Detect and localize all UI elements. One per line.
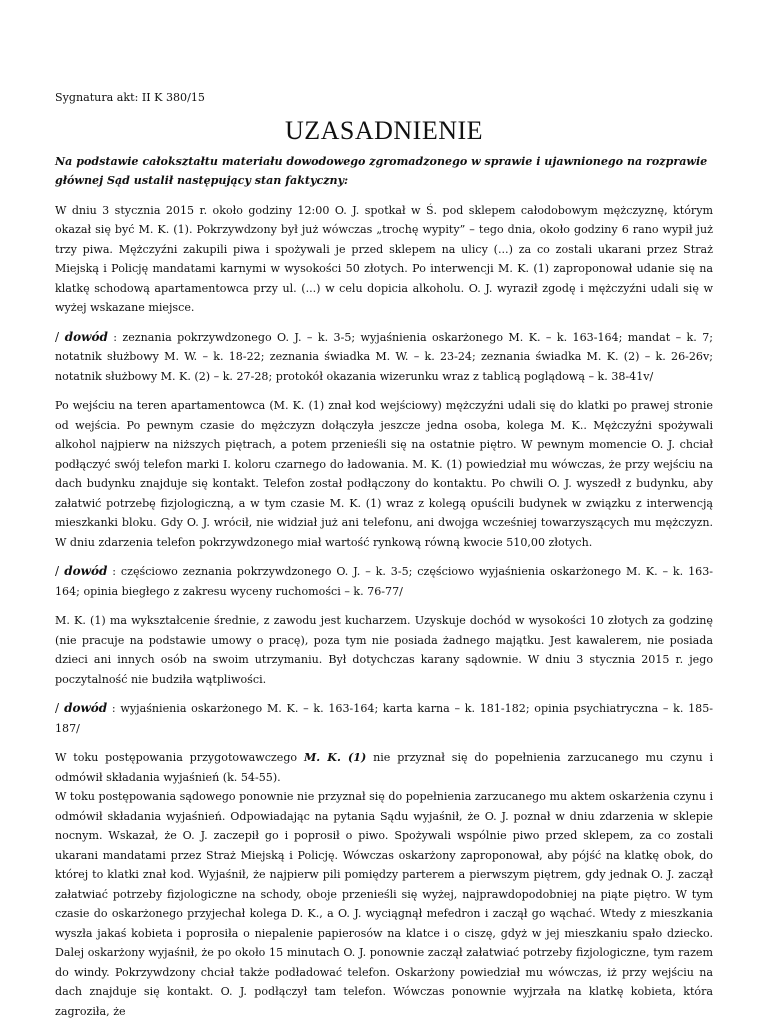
evidence-text: : częściowo zeznania pokrzywdzonego O. J. – k. 3-5; częściowo wyjaśnienia oskarżonego M. K. – k. 163-164; opinia biegłego z zakresu wyceny ruchomości – k. 76-77/ [55, 565, 714, 598]
evidence-label: dowód [64, 329, 108, 344]
evidence-label: dowód [64, 701, 108, 715]
evidence-lead: / [55, 564, 65, 578]
explanations-text-after: nie przyznał się do popełnienia zarzucanego mu czynu i odmówił składania wyjaśnień (k. 54-55). [55, 751, 713, 784]
explanations-text-before: W toku postępowania przygotowawczego [55, 751, 304, 764]
evidence-text: : wyjaśnienia oskarżonego M. K. – k. 163-164; karta karna – k. 181-182; opinia psychiatryczna – k. 185-187/ [55, 702, 713, 735]
facts-paragraph: W dniu 3 stycznia 2015 r. około godziny 12:00 O. J. spotkał w Ś. pod sklepem całodobowym mężczyznę, którym okazał się być M. K. (1). Pokrzywdzony był już wówczas „trochę wypity” – tego dnia, około godziny 6 rano wypił już trzy piwa. Mężczyźni zakupili piwa i spożywali je przed sklepem na ulicy (...) za co zostali ukarani przez Straż Miejską i Policję mandatami karnymi w wysokości 50 złotych. Po interwencji M. K. (1) zaproponował udanie się na klatkę schodową apartamentowca przy ul. (...) w celu dopicia alkoholu. O. J. wyraził zgodę i mężczyźni udali się w wyżej wskazane miejsce. [55, 203, 713, 314]
defendant-name: M. K. (1) [303, 751, 367, 764]
case-signature: Sygnatura akt: II K 380/15 [55, 91, 205, 104]
court-explanations-paragraph: W toku postępowania sądowego ponownie nie przyznał się do popełnienia zarzucanego mu aktem oskarżenia czynu i odmówił składania wyjaśnień. Odpowiadając na pytania Sądu wyjaśnił, że O. J. poznał w dniu zdarzenia w sklepie nocnym. Wskazał, że O. J. zaczepił go i poprosił o piwo. Spożywali wspólnie piwo przed sklepem, za co zostali ukarani mandatami przez Straż Miejską i Policję. Wówczas oskarżony zaproponował, aby pójść na klatkę obok, do której to klatki znał kod. Wyjaśnił, że najpierw pili pomiędzy parterem a pierwszym piętrem, gdy jednak O. J. zaczął załatwiać potrzeby fizjologiczne na schody, oboje przenieśli się wyżej, najprawdopodobniej na piąte piętro. W tym czasie do oskarżonego przyjechał kolega D. K., a O. J. wyciągnął mefedron i zaczął go wąchać. Wtedy z mieszkania wyszła jakaś kobieta i poprosiła o niepalenie papierosów na klatce i o ciszę, gdyż w jej mieszkaniu spało dziecko. Dalej oskarżony wyjaśnił, że po około 15 minutach O. J. ponownie zaczął załatwiać potrzeby fizjologiczne, tym razem do windy. Pokrzywdzony chciał także podładować telefon. Oskarżony powiedział mu wówczas, iż przy wejściu na dach znajduje się kontakt. O. J. podłączył tam telefon. Wówczas ponownie wyjrzała na klatkę kobieta, która zagroziła, że [55, 790, 713, 1018]
evidence-note [55, 699, 713, 738]
evidence-label: dowód [64, 564, 108, 578]
evidence-note [55, 328, 713, 387]
evidence-text: : zeznania pokrzywdzonego O. J. – k. 3-5; wyjaśnienia oskarżonego M. K. – k. 163-164; mandat – k. 7; notatnik służbowy M. W. – k. 18-22; zeznania świadka M. W. – k. 23-24; zeznania świadka M. K. (2) – k. 26-26v; notatnik służbowy M. K. (2) – k. 27-28; protokół okazania wizerunku wraz z tablicą poglądową – k. 38-41v/ [55, 330, 713, 383]
evidence-lead: / [55, 701, 65, 715]
facts-paragraph: Po wejściu na teren apartamentowca (M. K. (1) znał kod wejściowy) mężczyźni udali się do klatki po prawej stronie od wejścia. Po pewnym czasie do mężczyzn dołączyła jeszcze jedna osoba, kolega M. K.. Mężczyźni spożywali alkohol najpierw na niższych piętrach, a potem przenieśli się na ostatnie piętro. W pewnym momencie O. J. chciał podłączyć swój telefon marki I. koloru czarnego do ładowania. M. K. (1) powiedział mu wówczas, że przy wejściu na dach budynku znajduje się kontakt. Telefon został podłączony do kontaktu. Po chwili O. J. wyszedł z budynku, aby załatwić potrzebę fizjologiczną, a w tym czasie M. K. (1) wraz z kolegą opuścili budynek w związku z interwencją mieszkanki bloku. Gdy O. J. wrócił, nie widział już ani telefonu, ani dwojga wcześniej towarzyszących mu mężczyzn. W dniu zdarzenia telefon pokrzywdzonego miał wartość rynkową równą kwocie 510,00 złotych. [55, 399, 713, 549]
facts-paragraph: M. K. (1) ma wykształcenie średnie, z zawodu jest kucharzem. Uzyskuje dochód w wysokości 10 złotych za godzinę (nie pracuje na podstawie umowy o pracę), poza tym nie posiada żadnego majątku. Jest kawalerem, nie posiada dzieci ani innych osób na swoim utrzymaniu. Był dotychczas karany sądownie. W dniu 3 stycznia 2015 r. jego poczytalność nie budziła wątpliwości. [55, 614, 713, 686]
intro-statement: Na podstawie całokształtu materiału dowodowego zgromadzonego w sprawie i ujawnionego na rozprawie głównej Sąd ustalił następujący stan faktyczny: [55, 154, 708, 187]
evidence-lead: / [55, 329, 65, 344]
evidence-note [55, 562, 713, 601]
explanations-paragraph [55, 748, 713, 787]
document-heading: UZASADNIENIE [284, 115, 484, 145]
